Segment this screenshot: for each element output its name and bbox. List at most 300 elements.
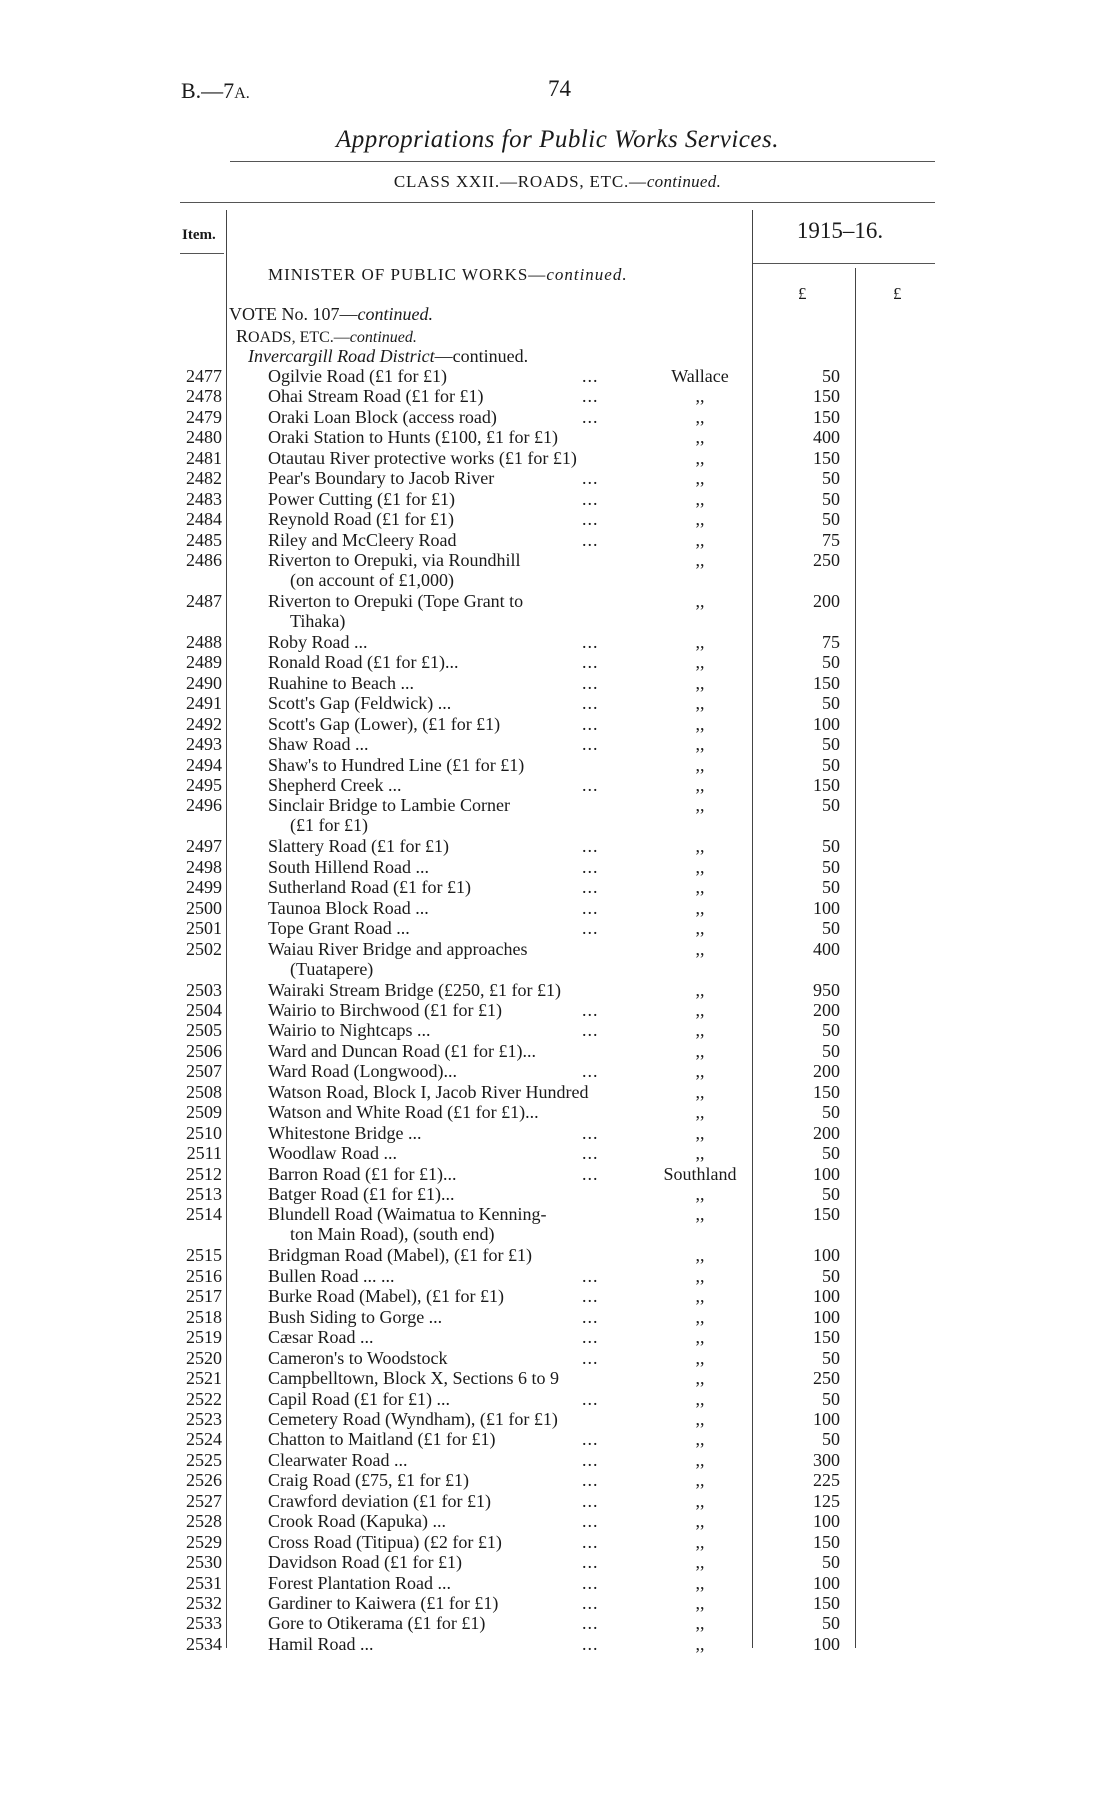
item-amount: 100 (813, 1245, 840, 1265)
leader-dots: ... (582, 1000, 599, 1020)
item-description (268, 1573, 451, 1593)
item-district: ,, (695, 673, 705, 693)
table-row (0, 1286, 1114, 1306)
table-row (0, 1368, 1114, 1388)
leader-dots: ... (582, 1266, 599, 1286)
table-row (0, 1450, 1114, 1470)
item-description-text: Sinclair Bridge to Lambie Corner (268, 795, 510, 815)
item-district: ,, (695, 734, 705, 754)
item-district: ,, (695, 857, 705, 877)
item-number: 2534 (186, 1634, 222, 1654)
item-amount: 50 (822, 1348, 840, 1368)
item-number: 2498 (186, 857, 222, 877)
item-district: ,, (695, 1532, 705, 1552)
vote-cont: continued. (357, 304, 433, 324)
table-row (0, 795, 1114, 835)
roads-heading (236, 326, 417, 347)
item-description (268, 1491, 491, 1511)
item-amount: 150 (813, 386, 840, 406)
item-amount: 50 (822, 509, 840, 529)
item-district: ,, (695, 427, 705, 447)
item-description (268, 1082, 588, 1102)
item-number: 2482 (186, 468, 222, 488)
leader-dots: ... (582, 1634, 599, 1654)
item-description (268, 836, 449, 856)
item-amount: 100 (813, 1511, 840, 1531)
item-district: ,, (695, 1511, 705, 1531)
item-number: 2508 (186, 1082, 222, 1102)
doc-ref-main: B.—7 (181, 78, 235, 103)
item-description (268, 1143, 397, 1163)
item-number: 2505 (186, 1020, 222, 1040)
table-row (0, 1266, 1114, 1286)
item-amount: 50 (822, 1020, 840, 1040)
leader-dots: ... (582, 857, 599, 877)
item-amount: 50 (822, 468, 840, 488)
item-amount: 50 (822, 836, 840, 856)
item-district: ,, (695, 652, 705, 672)
table-row (0, 1491, 1114, 1511)
item-district: ,, (695, 795, 705, 815)
item-number: 2527 (186, 1491, 222, 1511)
item-amount: 50 (822, 693, 840, 713)
item-district: ,, (695, 1000, 705, 1020)
item-description-text: Gardiner to Kaiwera (£1 for £1) (268, 1593, 499, 1613)
item-description-text: Gore to Otikerama (£1 for £1) (268, 1613, 486, 1633)
item-description (268, 898, 429, 918)
item-number: 2495 (186, 775, 222, 795)
table-row (0, 1041, 1114, 1061)
item-district: ,, (695, 468, 705, 488)
table-row (0, 1613, 1114, 1633)
item-number: 2511 (186, 1143, 222, 1163)
item-amount: 225 (813, 1470, 840, 1490)
vote-text: VOTE No. 107— (229, 304, 358, 324)
item-amount: 50 (822, 1143, 840, 1163)
item-description-text: Ward Road (Longwood)... (268, 1061, 458, 1081)
item-description-text: Barron Road (£1 for £1)... (268, 1164, 457, 1184)
item-description-text: Ruahine to Beach ... (268, 673, 414, 693)
leader-dots: ... (582, 1286, 599, 1306)
table-row (0, 489, 1114, 509)
leader-dots: ... (582, 366, 599, 386)
item-number: 2513 (186, 1184, 222, 1204)
leader-dots: ... (582, 1552, 599, 1572)
table-row (0, 1634, 1114, 1654)
item-district: ,, (695, 1123, 705, 1143)
item-description-text: Ohai Stream Road (£1 for £1) (268, 386, 484, 406)
table-row (0, 980, 1114, 1000)
item-description-text: Clearwater Road ... (268, 1450, 408, 1470)
item-amount: 200 (813, 1061, 840, 1081)
item-amount: 250 (813, 550, 840, 570)
table-row (0, 1123, 1114, 1143)
item-district: ,, (695, 591, 705, 611)
table-row (0, 550, 1114, 590)
item-amount: 150 (813, 1204, 840, 1224)
item-number: 2489 (186, 652, 222, 672)
item-description (268, 407, 497, 427)
item-description-text: Watson and White Road (£1 for £1)... (268, 1102, 539, 1122)
table-row (0, 468, 1114, 488)
item-district: ,, (695, 509, 705, 529)
item-description (268, 468, 494, 488)
item-amount: 50 (822, 1429, 840, 1449)
table-top-rule (180, 202, 935, 203)
item-description (268, 427, 558, 447)
item-description-text: Ronald Road (£1 for £1)... (268, 652, 459, 672)
item-description-text: Davidson Road (£1 for £1) (268, 1552, 462, 1572)
table-row (0, 1593, 1114, 1613)
leader-dots: ... (582, 1143, 599, 1163)
table-row (0, 1573, 1114, 1593)
item-description-text: Riverton to Orepuki, via Roundhill (268, 550, 521, 570)
item-description (268, 1000, 502, 1020)
leader-dots: ... (582, 652, 599, 672)
item-description (268, 877, 471, 897)
table-row (0, 1470, 1114, 1490)
item-number: 2529 (186, 1532, 222, 1552)
item-description-text: Campbelltown, Block X, Sections 6 to 9 (268, 1368, 559, 1388)
item-description (268, 1532, 502, 1552)
table-row (0, 1389, 1114, 1409)
item-amount: 50 (822, 734, 840, 754)
item-description-text: Slattery Road (£1 for £1) (268, 836, 449, 856)
item-number: 2525 (186, 1450, 222, 1470)
item-description (268, 1266, 395, 1286)
year-header-rule (752, 263, 935, 264)
leader-dots: ... (582, 1164, 599, 1184)
item-description-text: Taunoa Block Road ... (268, 898, 429, 918)
item-description (268, 714, 500, 734)
item-description-text: Cæsar Road ... (268, 1327, 374, 1347)
item-description-text: Pear's Boundary to Jacob River (268, 468, 495, 488)
item-number: 2497 (186, 836, 222, 856)
leader-dots: ... (582, 1020, 599, 1040)
item-description (268, 857, 429, 877)
table-row (0, 427, 1114, 447)
item-number: 2503 (186, 980, 222, 1000)
table-row (0, 1082, 1114, 1102)
leader-dots: ... (582, 1470, 599, 1490)
table-row (0, 1245, 1114, 1265)
leader-dots: ... (582, 1429, 599, 1449)
item-number: 2496 (186, 795, 222, 815)
item-amount: 50 (822, 755, 840, 775)
item-description (268, 1184, 454, 1204)
item-description (268, 1327, 374, 1347)
table-row (0, 1020, 1114, 1040)
item-number: 2504 (186, 1000, 222, 1020)
item-amount: 50 (822, 1184, 840, 1204)
item-description-text: Crawford deviation (£1 for £1) (268, 1491, 491, 1511)
item-district: ,, (695, 714, 705, 734)
item-amount: 200 (813, 1000, 840, 1020)
item-description (268, 775, 401, 795)
leader-dots: ... (582, 1061, 599, 1081)
item-column-header: Item. (182, 227, 216, 243)
item-description (268, 1123, 421, 1143)
item-district: Wallace (671, 366, 729, 386)
item-amount: 75 (822, 632, 840, 652)
leader-dots: ... (582, 877, 599, 897)
item-amount: 150 (813, 775, 840, 795)
table-row (0, 1102, 1114, 1122)
item-number: 2518 (186, 1307, 222, 1327)
district-text: Invercargill Road District (248, 346, 435, 366)
table-row (0, 448, 1114, 468)
item-amount: 100 (813, 1164, 840, 1184)
item-district: ,, (695, 1409, 705, 1429)
item-description (268, 366, 447, 386)
item-number: 2478 (186, 386, 222, 406)
item-district: ,, (695, 448, 705, 468)
table-row (0, 1327, 1114, 1347)
item-description (268, 509, 454, 529)
item-number: 2509 (186, 1102, 222, 1122)
minister-cont: continued. (546, 265, 628, 284)
item-number: 2514 (186, 1204, 222, 1224)
table-row (0, 775, 1114, 795)
class-title-text: CLASS XXII.—ROADS, ETC.— (393, 172, 647, 191)
leader-dots: ... (582, 632, 599, 652)
item-amount: 150 (813, 673, 840, 693)
item-number: 2502 (186, 939, 222, 959)
item-number: 2523 (186, 1409, 222, 1429)
leader-dots: ... (582, 836, 599, 856)
item-amount: 50 (822, 795, 840, 815)
table-row (0, 1429, 1114, 1449)
item-amount: 50 (822, 1266, 840, 1286)
class-title (230, 172, 885, 192)
item-amount: 300 (813, 1450, 840, 1470)
item-number: 2515 (186, 1245, 222, 1265)
item-description-text: Ward and Duncan Road (£1 for £1)... (268, 1041, 536, 1061)
item-description-text: Otautau River protective works (£1 for £1) (268, 448, 577, 468)
item-district: ,, (695, 1593, 705, 1613)
item-amount: 50 (822, 1102, 840, 1122)
item-description-text: Cemetery Road (Wyndham), (£1 for £1) (268, 1409, 558, 1429)
item-description-text: Cameron's to Woodstock (268, 1348, 448, 1368)
item-description-text: Burke Road (Mabel), (£1 for £1) (268, 1286, 504, 1306)
item-number: 2532 (186, 1593, 222, 1613)
item-district: ,, (695, 1368, 705, 1388)
item-number: 2487 (186, 591, 222, 611)
table-row (0, 632, 1114, 652)
item-district: ,, (695, 1102, 705, 1122)
item-amount: 100 (813, 898, 840, 918)
table-row (0, 386, 1114, 406)
item-district: Southland (663, 1164, 737, 1184)
item-description-text: Whitestone Bridge ... (268, 1123, 422, 1143)
item-description-text: Wairio to Nightcaps ... (268, 1020, 431, 1040)
table-row (0, 652, 1114, 672)
item-number: 2499 (186, 877, 222, 897)
item-amount: 150 (813, 1082, 840, 1102)
item-description (268, 693, 451, 713)
item-number: 2533 (186, 1613, 222, 1633)
item-description (268, 489, 455, 509)
leader-dots: ... (582, 1307, 599, 1327)
table-row (0, 939, 1114, 979)
item-number: 2524 (186, 1429, 222, 1449)
table-row (0, 714, 1114, 734)
item-description-continuation: (£1 for £1) (290, 815, 368, 835)
minister-text: MINISTER OF PUBLIC WORKS— (268, 265, 547, 284)
item-district: ,, (695, 1143, 705, 1163)
item-amount: 50 (822, 857, 840, 877)
item-number: 2506 (186, 1041, 222, 1061)
item-district: ,, (695, 1470, 705, 1490)
leader-dots: ... (582, 1389, 599, 1409)
item-number: 2493 (186, 734, 222, 754)
item-district: ,, (695, 755, 705, 775)
item-amount: 200 (813, 591, 840, 611)
table-row (0, 673, 1114, 693)
table-row (0, 407, 1114, 427)
table-row (0, 836, 1114, 856)
minister-heading (268, 265, 628, 285)
item-number: 2520 (186, 1348, 222, 1368)
item-description-text: Bullen Road ... ... (268, 1266, 395, 1286)
item-number: 2500 (186, 898, 222, 918)
item-description (268, 652, 458, 672)
item-description (268, 1041, 536, 1061)
item-description-text: Shaw's to Hundred Line (£1 for £1) (268, 755, 525, 775)
item-description-text: Oraki Station to Hunts (£100, £1 for £1) (268, 427, 558, 447)
item-district: ,, (695, 550, 705, 570)
item-amount: 50 (822, 366, 840, 386)
item-description (268, 1020, 431, 1040)
item-amount: 75 (822, 530, 840, 550)
item-amount: 150 (813, 448, 840, 468)
table-row (0, 1143, 1114, 1163)
item-amount: 50 (822, 877, 840, 897)
item-description (268, 1061, 457, 1081)
item-description-text: Ogilvie Road (£1 for £1) (268, 366, 447, 386)
item-number: 2521 (186, 1368, 222, 1388)
item-district: ,, (695, 1634, 705, 1654)
item-number: 2491 (186, 693, 222, 713)
item-district: ,, (695, 632, 705, 652)
item-description (268, 939, 527, 979)
item-district: ,, (695, 1082, 705, 1102)
item-district: ,, (695, 1327, 705, 1347)
table-row (0, 1061, 1114, 1081)
table-row (0, 877, 1114, 897)
item-description-text: Waiau River Bridge and approaches (268, 939, 528, 959)
item-district: ,, (695, 1204, 705, 1224)
item-district: ,, (695, 1245, 705, 1265)
item-district: ,, (695, 1061, 705, 1081)
table-row (0, 1164, 1114, 1184)
roads-text: OADS, ETC.— (248, 329, 350, 346)
item-description-text: Crook Road (Kapuka) ... (268, 1511, 446, 1531)
item-district: ,, (695, 1613, 705, 1633)
item-description-continuation: (on account of £1,000) (290, 570, 454, 590)
item-number: 2507 (186, 1061, 222, 1081)
item-description-text: Watson Road, Block I, Jacob River Hundred (268, 1082, 589, 1102)
table-row (0, 918, 1114, 938)
leader-dots: ... (582, 1327, 599, 1347)
item-amount: 150 (813, 1327, 840, 1347)
item-description-text: Woodlaw Road ... (268, 1143, 398, 1163)
item-description (268, 1389, 450, 1409)
item-description-text: Wairio to Birchwood (£1 for £1) (268, 1000, 502, 1020)
item-district: ,, (695, 693, 705, 713)
item-district: ,, (695, 775, 705, 795)
item-description (268, 1634, 374, 1654)
item-description-text: Roby Road ... (268, 632, 368, 652)
item-district: ,, (695, 1286, 705, 1306)
item-amount: 50 (822, 489, 840, 509)
item-district: ,, (695, 898, 705, 918)
item-amount: 100 (813, 714, 840, 734)
item-description-text: Oraki Loan Block (access road) (268, 407, 497, 427)
item-district: ,, (695, 918, 705, 938)
item-amount: 400 (813, 939, 840, 959)
roads-cont: continued. (349, 329, 417, 346)
item-number: 2501 (186, 918, 222, 938)
item-description-text: Hamil Road ... (268, 1634, 374, 1654)
leader-dots: ... (582, 734, 599, 754)
leader-dots: ... (582, 693, 599, 713)
table-row (0, 734, 1114, 754)
title-rule (230, 161, 935, 162)
leader-dots: ... (582, 1573, 599, 1593)
page-number: 74 (548, 76, 571, 101)
item-amount: 150 (813, 1593, 840, 1613)
item-number: 2483 (186, 489, 222, 509)
leader-dots: ... (582, 1613, 599, 1633)
district-cont: —continued. (434, 346, 529, 366)
item-district: ,, (695, 980, 705, 1000)
item-description-text: Power Cutting (£1 for £1) (268, 489, 455, 509)
item-district: ,, (695, 1041, 705, 1061)
item-number: 2490 (186, 673, 222, 693)
page-title: Appropriations for Public Works Services. (336, 126, 779, 153)
vote-heading (229, 304, 433, 325)
item-description-continuation: (Tuatapere) (290, 959, 374, 979)
item-description (268, 1409, 558, 1429)
item-district: ,, (695, 386, 705, 406)
leader-dots: ... (582, 509, 599, 529)
table-row (0, 530, 1114, 550)
item-number: 2479 (186, 407, 222, 427)
item-description (268, 1552, 462, 1572)
district-heading (248, 346, 528, 367)
item-number: 2522 (186, 1389, 222, 1409)
item-district: ,, (695, 1450, 705, 1470)
item-description (268, 1348, 447, 1368)
item-number: 2510 (186, 1123, 222, 1143)
roads-initial: R (236, 326, 249, 346)
item-description-text: Sutherland Road (£1 for £1) (268, 877, 471, 897)
item-description-text: Wairaki Stream Bridge (£250, £1 for £1) (268, 980, 561, 1000)
item-description (268, 980, 561, 1000)
item-description-text: Capil Road (£1 for £1) ... (268, 1389, 450, 1409)
item-amount: 50 (822, 1552, 840, 1572)
document-reference (181, 78, 250, 104)
leader-dots: ... (582, 489, 599, 509)
leader-dots: ... (582, 386, 599, 406)
item-district: ,, (695, 489, 705, 509)
item-district: ,, (695, 836, 705, 856)
leader-dots: ... (582, 918, 599, 938)
item-number: 2517 (186, 1286, 222, 1306)
leader-dots: ... (582, 714, 599, 734)
item-description (268, 530, 456, 550)
